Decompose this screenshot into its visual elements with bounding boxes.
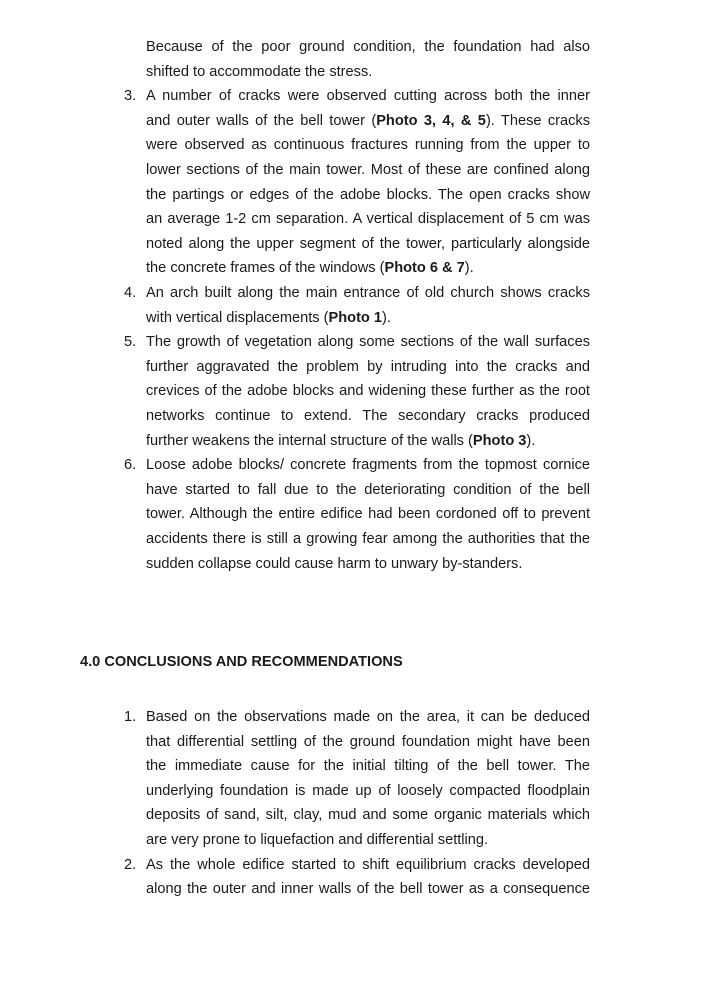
list-item-line: As the whole edifice started to shift equilibrium cracks developed xyxy=(146,856,590,873)
paragraph-line: shifted to accommodate the stress. xyxy=(146,63,373,80)
paragraph-line: Because of the poor ground condition, the foundation had also xyxy=(146,39,590,55)
list-item-line: have started to fall due to the deteriorating condition of the bell xyxy=(146,481,590,498)
photo-reference: Photo 1 xyxy=(328,309,383,326)
list-item-line: the immediate cause for the initial tilting of the bell tower. The xyxy=(146,758,590,775)
list-item-line: that differential settling of the ground foundation might have been xyxy=(146,733,590,750)
list-item-line: Based on the observations made on the area, it can be deduced xyxy=(146,709,590,725)
list-item-line: The growth of vegetation along some sections of the wall surfaces xyxy=(146,334,590,351)
list-item-line: An arch built along the main entrance of old church shows cracks xyxy=(146,285,590,301)
list-item-line: lower sections of the main tower. Most of these are confined along xyxy=(146,162,590,178)
list-number: 3. xyxy=(124,88,137,105)
photo-reference: Photo 6 & 7 xyxy=(384,260,465,277)
section-heading: 4.0 CONCLUSIONS AND RECOMMENDATIONS xyxy=(80,654,403,670)
list-item-line: further aggravated the problem by intruding into the cracks and xyxy=(146,358,590,375)
list-item-line: are very prone to liquefaction and differential settling. xyxy=(146,832,489,848)
list-number: 5. xyxy=(124,334,137,351)
list-item-line: an average 1-2 cm separation. A vertical displacement of 5 cm was xyxy=(146,211,590,228)
list-item-line: were observed as continuous fractures running from the upper to xyxy=(146,137,590,154)
list-item-line: the concrete frames of the windows (Photo 6 & 7). xyxy=(146,260,474,277)
list-item-line: with vertical displacements (Photo 1). xyxy=(146,309,391,326)
list-item-line: accidents there is still a growing fear among the authorities that the xyxy=(146,531,590,547)
list-item-line: underlying foundation is made up of loosely compacted floodplain xyxy=(146,782,590,799)
list-item-line: deposits of sand, silt, clay, mud and some organic materials which xyxy=(146,807,590,824)
list-item-line: the partings or edges of the adobe blocks. The open cracks show xyxy=(146,186,590,203)
list-item-line: A number of cracks were observed cutting across both the inner xyxy=(146,88,590,105)
list-number: 6. xyxy=(124,457,137,474)
list-item-line: noted along the upper segment of the tower, particularly alongside xyxy=(146,235,590,252)
list-item-line: along the outer and inner walls of the bell tower as a consequence xyxy=(146,881,590,898)
list-number: 1. xyxy=(124,709,137,725)
list-number: 4. xyxy=(124,285,137,301)
list-item-line: sudden collapse could cause harm to unwary by-standers. xyxy=(146,555,523,572)
photo-reference: Photo 3 xyxy=(472,432,527,449)
list-item-line: and outer walls of the bell tower (Photo 3, 4, & 5). These cracks xyxy=(146,112,591,129)
list-item-line: Loose adobe blocks/ concrete fragments from the topmost cornice xyxy=(146,457,590,474)
list-item-line: networks continue to extend. The secondary cracks produced xyxy=(146,408,590,424)
list-item-line: tower. Although the entire edifice had been cordoned off to prevent xyxy=(146,506,590,523)
list-number: 2. xyxy=(124,856,137,873)
list-item-line: further weakens the internal structure of the walls (Photo 3). xyxy=(146,432,536,449)
list-item-line: crevices of the adobe blocks and widening these further as the root xyxy=(146,383,590,400)
photo-reference: Photo 3, 4, & 5 xyxy=(376,112,486,129)
